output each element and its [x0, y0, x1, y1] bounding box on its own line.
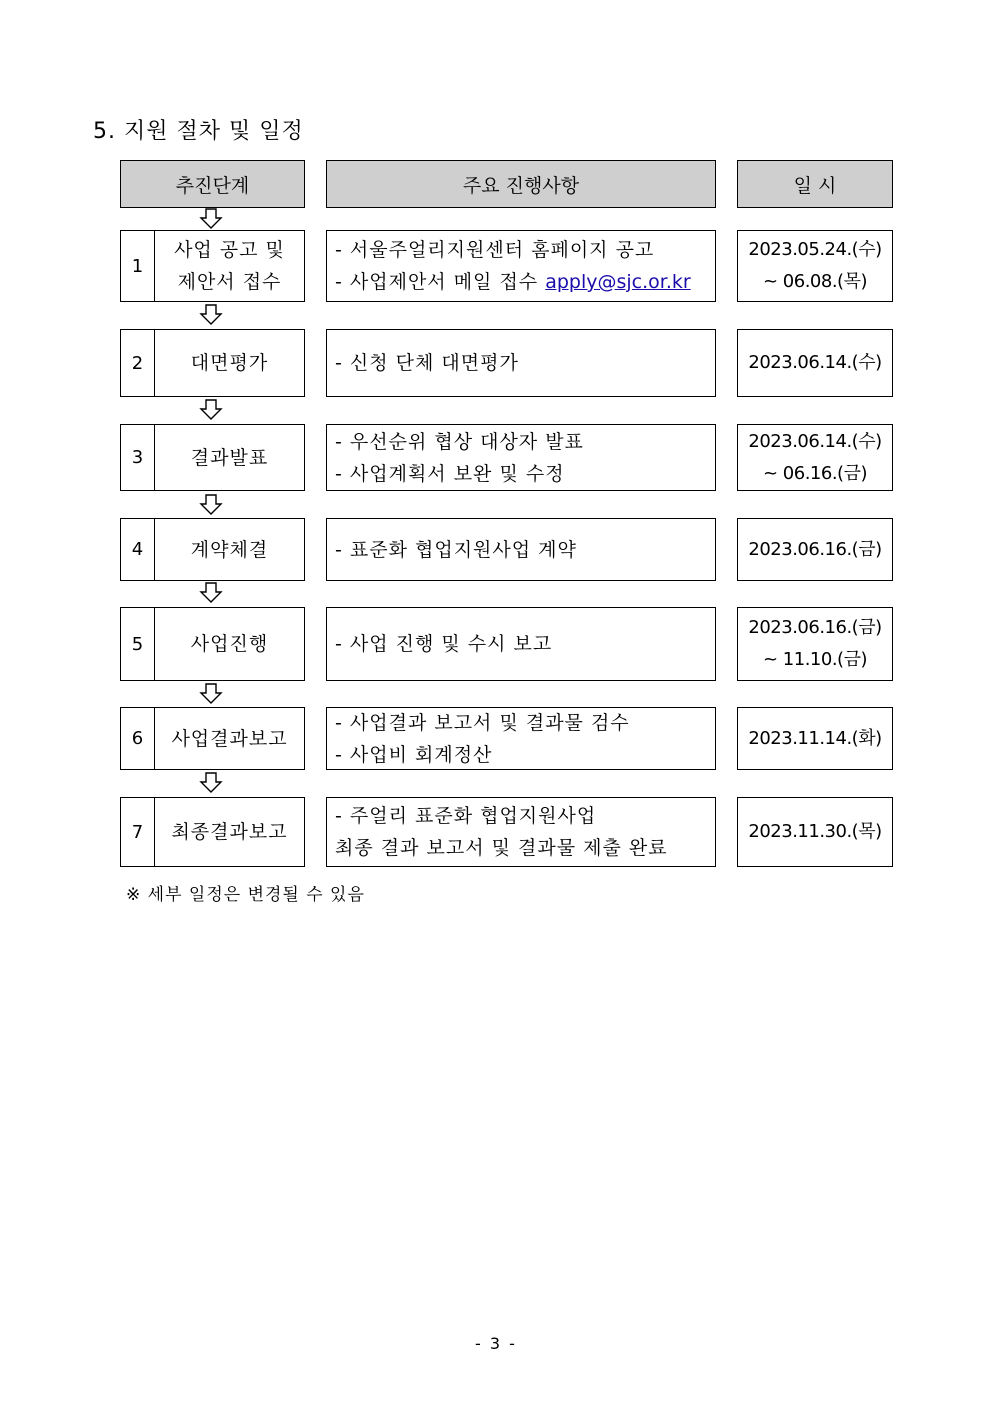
content-text: - 표준화 협업지원사업 계약	[335, 538, 577, 561]
stage-name	[155, 708, 304, 769]
date-line: 2023.11.14.(화)	[748, 727, 882, 749]
schedule-note: ※ 세부 일정은 변경될 수 있음	[126, 885, 365, 905]
page-number: - 3 -	[475, 1334, 517, 1353]
down-arrow-icon	[199, 304, 223, 326]
stage-cell	[120, 230, 305, 302]
content-line	[335, 234, 715, 266]
date-cell	[737, 707, 893, 770]
stage-cell	[120, 518, 305, 581]
content-line	[335, 458, 715, 490]
content-line	[335, 628, 715, 660]
stage-name	[155, 519, 304, 580]
date-line: 2023.11.30.(목)	[748, 821, 882, 842]
content-line	[335, 800, 715, 832]
date-line: 2023.06.14.(수)	[748, 430, 882, 452]
section-title: 5. 지원 절차 및 일정	[93, 119, 304, 144]
stage-number: 2	[121, 330, 155, 396]
stage-name	[155, 798, 304, 866]
date-line: 2023.05.24.(수)	[748, 239, 882, 260]
down-arrow-icon	[199, 582, 223, 604]
content-text: - 사업비 회계정산	[335, 743, 493, 766]
stage-name-line: 제안서 접수	[177, 271, 282, 293]
stage-number: 5	[121, 608, 155, 680]
content-line	[335, 534, 715, 566]
stage-name-line: 대면평가	[190, 352, 269, 374]
content-text: - 서울주얼리지원센터 홈페이지 공고	[335, 239, 655, 261]
date-line: ~ 06.16.(금)	[763, 462, 867, 484]
content-text: - 사업 진행 및 수시 보고	[335, 633, 553, 655]
date-line: 2023.06.14.(수)	[748, 352, 882, 373]
content-cell	[326, 797, 716, 867]
content-text: - 신청 단체 대면평가	[335, 352, 519, 374]
stage-name	[155, 231, 304, 301]
content-cell	[326, 707, 716, 770]
stage-number: 7	[121, 798, 155, 866]
content-line	[335, 739, 715, 771]
date-line: ~ 11.10.(금)	[763, 649, 867, 670]
date-cell	[737, 518, 893, 581]
down-arrow-icon	[199, 683, 223, 705]
date-line: 2023.06.16.(금)	[748, 538, 882, 560]
stage-cell	[120, 607, 305, 681]
header-stage: 추진단계	[120, 160, 305, 208]
date-line: 2023.06.16.(금)	[748, 617, 882, 638]
stage-name	[155, 330, 304, 396]
content-text: - 사업제안서 메일 접수	[335, 271, 546, 293]
header-content: 주요 진행사항	[326, 160, 716, 208]
down-arrow-icon	[199, 772, 223, 794]
stage-name	[155, 425, 304, 490]
date-cell	[737, 230, 893, 302]
content-cell	[326, 518, 716, 581]
content-line	[335, 426, 715, 458]
content-text: - 우선순위 협상 대상자 발표	[335, 430, 584, 453]
stage-number: 4	[121, 519, 155, 580]
stage-name-line: 결과발표	[190, 446, 269, 469]
content-text: 최종 결과 보고서 및 결과물 제출 완료	[335, 837, 668, 859]
stage-cell	[120, 707, 305, 770]
content-line	[335, 832, 715, 864]
content-text: - 사업계획서 보완 및 수정	[335, 462, 565, 485]
content-text: - 주얼리 표준화 협업지원사업	[335, 805, 597, 827]
header-date: 일 시	[737, 160, 893, 208]
date-cell	[737, 329, 893, 397]
content-cell	[326, 230, 716, 302]
stage-name	[155, 608, 304, 680]
stage-cell	[120, 424, 305, 491]
down-arrow-icon	[199, 399, 223, 421]
date-line: ~ 06.08.(목)	[763, 271, 867, 292]
content-text: - 사업결과 보고서 및 결과물 검수	[335, 711, 630, 734]
content-cell	[326, 607, 716, 681]
content-line	[335, 347, 715, 379]
stage-number: 6	[121, 708, 155, 769]
stage-name-line: 최종결과보고	[171, 821, 288, 843]
stage-cell	[120, 797, 305, 867]
content-line	[335, 266, 715, 298]
content-cell	[326, 424, 716, 491]
content-cell	[326, 329, 716, 397]
down-arrow-icon	[199, 494, 223, 516]
date-cell	[737, 607, 893, 681]
content-line	[335, 707, 715, 739]
stage-name-line: 계약체결	[190, 538, 269, 561]
stage-cell	[120, 329, 305, 397]
stage-number: 3	[121, 425, 155, 490]
date-cell	[737, 424, 893, 491]
date-cell	[737, 797, 893, 867]
down-arrow-icon	[199, 208, 223, 230]
email-link[interactable]: apply@sjc.or.kr	[545, 271, 691, 293]
stage-name-line: 사업결과보고	[171, 727, 288, 750]
stage-name-line: 사업 공고 및	[174, 239, 285, 261]
stage-name-line: 사업진행	[190, 633, 269, 655]
stage-number: 1	[121, 231, 155, 301]
